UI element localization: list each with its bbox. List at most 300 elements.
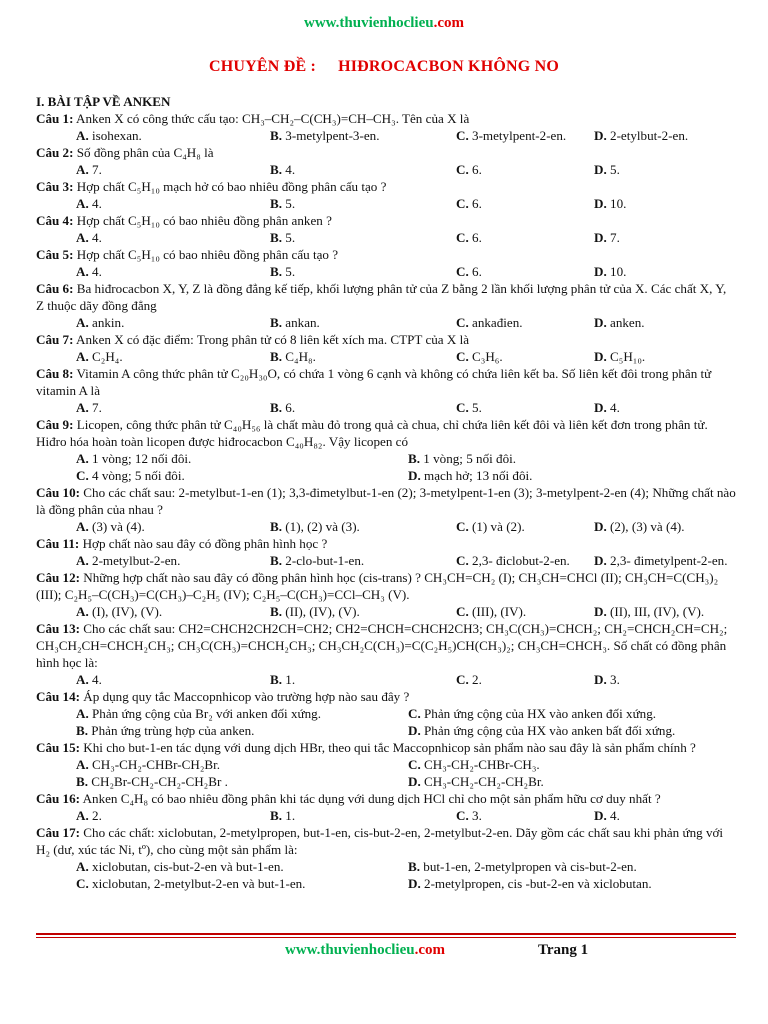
question-text: Hợp chất C₅H₁₀ mạch hở có bao nhiêu đồng phân cấu tạo ? <box>73 179 387 194</box>
answer-option[interactable] <box>76 756 220 773</box>
footer-divider-thin <box>36 937 736 938</box>
answer-options <box>36 127 736 144</box>
answer-option[interactable] <box>270 671 295 688</box>
answer-option[interactable] <box>456 229 482 246</box>
answer-option[interactable] <box>594 552 727 569</box>
answer-option[interactable] <box>76 773 228 790</box>
answer-options <box>36 722 736 739</box>
answer-option[interactable] <box>408 705 656 722</box>
question-stem <box>36 144 736 161</box>
option-letter: D. <box>594 196 607 211</box>
answer-option[interactable] <box>594 263 626 280</box>
answer-options <box>36 858 736 875</box>
option-letter: D. <box>408 774 421 789</box>
answer-option[interactable] <box>76 348 123 365</box>
answer-option[interactable] <box>76 518 145 535</box>
option-letter: B. <box>270 553 283 568</box>
question-label: Câu 17: <box>36 825 81 840</box>
option-text: C₅H₁₀. <box>610 349 646 364</box>
answer-options <box>36 518 736 535</box>
option-text: isohexan. <box>92 128 142 143</box>
option-text: 5. <box>472 400 482 415</box>
option-text: 6. <box>285 400 296 415</box>
option-text: 6. <box>472 196 482 211</box>
answer-option[interactable] <box>456 314 523 331</box>
question-9 <box>36 416 736 484</box>
option-letter: C. <box>456 315 469 330</box>
question-text: Ba hiđrocacbon X, Y, Z là đồng đẳng kế tiếp, khối lượng phân tử của Z bằng 2 lần khối lượng phân tử của X. Các chất X, Y, Z thuộc dãy đồng đẳng <box>36 281 727 313</box>
option-text: (2), (3) và (4). <box>610 519 685 534</box>
option-letter: A. <box>76 315 89 330</box>
option-letter: B. <box>270 128 283 143</box>
answer-option[interactable] <box>456 127 566 144</box>
question-stem <box>36 535 736 552</box>
option-text: xiclobutan, cis-but-2-en và but-1-en. <box>92 859 284 874</box>
option-letter: A. <box>76 230 89 245</box>
option-text: 7. <box>92 400 102 415</box>
answer-option[interactable] <box>408 756 540 773</box>
option-text: 2-clo-but-1-en. <box>285 553 365 568</box>
answer-option[interactable] <box>270 399 295 416</box>
question-stem <box>36 331 736 348</box>
question-text: Anken X có công thức cấu tạo: CH₃–CH₂–C(CH₃)=CH–CH₃. Tên của X là <box>73 111 470 126</box>
answer-option[interactable] <box>456 399 482 416</box>
option-text: C₂H₄. <box>92 349 123 364</box>
question-stem <box>36 212 736 229</box>
option-text: 2-metylpropen, cis -but-2-en và xiclobutan. <box>424 876 652 891</box>
option-text: 10. <box>610 264 627 279</box>
question-16 <box>36 790 736 824</box>
answer-options <box>36 195 736 212</box>
option-letter: C. <box>456 604 469 619</box>
option-letter: D. <box>408 876 421 891</box>
question-label: Câu 10: <box>36 485 81 500</box>
answer-option[interactable] <box>76 467 185 484</box>
answer-option[interactable] <box>76 314 124 331</box>
option-letter: B. <box>270 519 283 534</box>
option-letter: B. <box>408 451 421 466</box>
answer-option[interactable] <box>594 348 645 365</box>
answer-options <box>36 756 736 773</box>
option-text: 3. <box>610 672 620 687</box>
footer-site-domain[interactable]: .com <box>414 942 446 958</box>
answer-option[interactable] <box>270 161 295 178</box>
answer-option[interactable] <box>456 263 482 280</box>
answer-options <box>36 450 736 467</box>
option-letter: B. <box>76 774 89 789</box>
option-letter: B. <box>270 264 283 279</box>
option-letter: C. <box>408 757 421 772</box>
answer-option[interactable] <box>456 518 525 535</box>
option-text: (II), III, (IV), (V). <box>610 604 705 619</box>
answer-option[interactable] <box>456 807 482 824</box>
option-text: C₃H₆. <box>472 349 503 364</box>
question-text: Hợp chất C₅H₁₀ có bao nhiêu đồng phân cấu tạo ? <box>73 247 339 262</box>
question-1 <box>36 110 736 144</box>
option-text: 6. <box>472 230 482 245</box>
question-label: Câu 16: <box>36 791 81 806</box>
answer-option[interactable] <box>76 127 142 144</box>
option-letter: D. <box>408 468 421 483</box>
option-letter: D. <box>408 723 421 738</box>
answer-option[interactable] <box>594 229 620 246</box>
header-website[interactable] <box>0 15 768 32</box>
question-3 <box>36 178 736 212</box>
answer-options <box>36 263 736 280</box>
option-letter: C. <box>408 706 421 721</box>
question-stem <box>36 620 736 671</box>
option-letter: B. <box>270 672 283 687</box>
option-letter: C. <box>76 468 89 483</box>
question-label: Câu 3: <box>36 179 74 194</box>
option-text: 2-metylbut-2-en. <box>92 553 181 568</box>
option-letter: D. <box>594 519 607 534</box>
option-text: CH₃-CH₂-CHBr-CH₃. <box>424 757 540 772</box>
answer-option[interactable] <box>456 348 503 365</box>
option-text: CH₃-CH₂-CHBr-CH₂Br. <box>92 757 221 772</box>
question-stem <box>36 569 736 603</box>
answer-options <box>36 314 736 331</box>
option-letter: A. <box>76 451 89 466</box>
option-letter: D. <box>594 128 607 143</box>
footer-site-name[interactable]: www.thuvienhoclieu <box>285 942 415 958</box>
question-label: Câu 7: <box>36 332 74 347</box>
question-4 <box>36 212 736 246</box>
option-letter: C. <box>456 264 469 279</box>
option-text: 1. <box>285 808 296 823</box>
answer-option[interactable] <box>76 263 102 280</box>
question-14 <box>36 688 736 739</box>
question-text: Anken C₄H₈ có bao nhiêu đồng phân khi tác dụng với dung dịch HCl chỉ cho một sản phẩm hữu cơ duy nhất ? <box>80 791 661 806</box>
answer-option[interactable] <box>270 518 360 535</box>
option-text: 5. <box>610 162 620 177</box>
option-text: 5. <box>285 230 296 245</box>
question-label: Câu 13: <box>36 621 81 636</box>
answer-option[interactable] <box>456 671 482 688</box>
question-10 <box>36 484 736 535</box>
option-letter: B. <box>270 315 283 330</box>
option-letter: D. <box>594 808 607 823</box>
option-text: 3-metylpent-3-en. <box>285 128 380 143</box>
question-text: Cho các chất: xiclobutan, 2-metylpropen, but-1-en, cis-but-2-en, 2-metylbut-2-en. Dãy gồm các chất sau khi phản ứng với H₂ (dư, xúc tác Ni, tº), cho cùng một sản phẩm là: <box>36 825 724 857</box>
answer-options <box>36 467 736 484</box>
option-letter: D. <box>594 672 607 687</box>
option-text: ankađien. <box>472 315 523 330</box>
question-text: Hợp chất nào sau đây có đồng phân hình học ? <box>79 536 328 551</box>
option-letter: C. <box>456 808 469 823</box>
option-text: 1 vòng; 12 nối đôi. <box>92 451 192 466</box>
title-topic-label: CHUYÊN ĐỀ : <box>209 58 317 75</box>
question-label: Câu 12: <box>36 570 81 585</box>
question-stem <box>36 246 736 263</box>
option-text: 5. <box>285 264 296 279</box>
option-text: 4. <box>610 808 620 823</box>
option-text: (3) và (4). <box>92 519 145 534</box>
question-text: Những hợp chất nào sau đây có đồng phân hình học (cis-trans) ? CH₃CH=CH₂ (I); CH₃CH=CHCl (II); CH₃CH=C(CH₃)₂ (III); C₂H₅–C(CH₃)=C(CH₃)–C₂H₅ (IV); C₂H₅–C(CH₃)=CCl–CH₃ (V). <box>36 570 719 602</box>
answer-options <box>36 875 736 892</box>
document-title <box>0 58 768 76</box>
answer-option[interactable] <box>76 195 102 212</box>
answer-option[interactable] <box>594 161 620 178</box>
question-5 <box>36 246 736 280</box>
option-text: Phản ứng cộng của Br₂ với anken đối xứng. <box>92 706 321 721</box>
option-text: 4. <box>610 400 620 415</box>
answer-option[interactable] <box>408 722 675 739</box>
option-text: 7. <box>92 162 102 177</box>
question-label: Câu 15: <box>36 740 81 755</box>
answer-option[interactable] <box>76 161 102 178</box>
option-text: (II), (IV), (V). <box>285 604 360 619</box>
answer-option[interactable] <box>76 705 321 722</box>
question-stem <box>36 178 736 195</box>
option-text: 3. <box>472 808 482 823</box>
answer-option[interactable] <box>76 671 102 688</box>
question-stem <box>36 110 736 127</box>
option-text: 4. <box>92 230 102 245</box>
option-text: 4 vòng; 5 nối đôi. <box>92 468 185 483</box>
option-text: but-1-en, 2-metylpropen và cis-but-2-en. <box>423 859 637 874</box>
option-letter: B. <box>270 230 283 245</box>
question-2 <box>36 144 736 178</box>
option-text: 2,3- đimetylpent-2-en. <box>610 553 728 568</box>
answer-option[interactable] <box>76 858 284 875</box>
option-text: 1 vòng; 5 nối đôi. <box>423 451 517 466</box>
question-13 <box>36 620 736 688</box>
option-text: 10. <box>610 196 627 211</box>
answer-option[interactable] <box>270 807 295 824</box>
option-text: 4. <box>92 196 102 211</box>
answer-option[interactable] <box>408 858 637 875</box>
answer-option[interactable] <box>594 399 620 416</box>
option-letter: D. <box>594 349 607 364</box>
option-letter: C. <box>456 349 469 364</box>
option-text: (1) và (2). <box>472 519 525 534</box>
answer-option[interactable] <box>456 603 526 620</box>
question-text: Hợp chất C₅H₁₀ có bao nhiêu đồng phân anken ? <box>73 213 332 228</box>
footer-divider <box>36 933 736 935</box>
option-letter: A. <box>76 349 89 364</box>
option-text: 4. <box>92 264 102 279</box>
answer-option[interactable] <box>76 603 162 620</box>
option-text: 5. <box>285 196 296 211</box>
option-letter: D. <box>594 264 607 279</box>
question-text: Vitamin A công thức phân tử C₂₀H₃₀O, có chứa 1 vòng 6 cạnh và không có chứa liên kết ba. Số liên kết đôi trong phân tử vitamin A là <box>36 366 712 398</box>
answer-option[interactable] <box>270 348 316 365</box>
question-11 <box>36 535 736 569</box>
option-letter: D. <box>594 400 607 415</box>
option-letter: A. <box>76 400 89 415</box>
option-letter: C. <box>456 162 469 177</box>
option-letter: D. <box>594 604 607 619</box>
footer-website[interactable] <box>285 942 445 959</box>
option-letter: C. <box>456 553 469 568</box>
answer-option[interactable] <box>76 229 102 246</box>
answer-option[interactable] <box>408 773 544 790</box>
section-heading: I. BÀI TẬP VỀ ANKEN <box>36 94 171 109</box>
title-topic-name: HIĐROCACBON KHÔNG NO <box>338 58 559 75</box>
option-letter: A. <box>76 264 89 279</box>
answer-option[interactable] <box>594 671 620 688</box>
option-text: anken. <box>610 315 645 330</box>
option-text: CH₃-CH₂-CH₂-CH₂Br. <box>424 774 544 789</box>
answer-options <box>36 705 736 722</box>
question-stem <box>36 365 736 399</box>
question-text: Anken X có đặc điểm: Trong phân tử có 8 liên kết xích ma. CTPT của X là <box>73 332 470 347</box>
answer-option[interactable] <box>594 518 685 535</box>
option-text: (III), (IV). <box>472 604 527 619</box>
option-letter: D. <box>594 553 607 568</box>
option-text: 4. <box>285 162 296 177</box>
answer-option[interactable] <box>594 807 620 824</box>
question-label: Câu 11: <box>36 536 80 551</box>
question-label: Câu 8: <box>36 366 74 381</box>
option-text: xiclobutan, 2-metylbut-2-en và but-1-en. <box>92 876 306 891</box>
option-letter: B. <box>270 400 283 415</box>
question-list <box>36 93 736 892</box>
answer-option[interactable] <box>594 314 645 331</box>
option-letter: D. <box>594 162 607 177</box>
answer-option[interactable] <box>270 603 360 620</box>
option-text: 3-metylpent-2-en. <box>472 128 567 143</box>
answer-options <box>36 229 736 246</box>
question-stem <box>36 790 736 807</box>
option-letter: C. <box>456 230 469 245</box>
option-text: 2-etylbut-2-en. <box>610 128 689 143</box>
question-stem <box>36 688 736 705</box>
question-label: Câu 9: <box>36 417 74 432</box>
answer-option[interactable] <box>76 875 305 892</box>
option-text: ankan. <box>285 315 320 330</box>
answer-option[interactable] <box>456 195 482 212</box>
option-letter: B. <box>270 604 283 619</box>
question-8 <box>36 365 736 416</box>
option-text: (I), (IV), (V). <box>92 604 163 619</box>
question-text: Áp dụng quy tắc Maccopnhicop vào trường hợp nào sau đây ? <box>80 689 410 704</box>
option-letter: D. <box>594 315 607 330</box>
option-letter: C. <box>456 196 469 211</box>
option-text: (1), (2) và (3). <box>285 519 360 534</box>
page-number: Trang 1 <box>538 942 589 958</box>
question-label: Câu 5: <box>36 247 74 262</box>
question-stem <box>36 739 736 756</box>
option-text: 4. <box>92 672 102 687</box>
answer-option[interactable] <box>594 127 688 144</box>
question-15 <box>36 739 736 790</box>
option-text: 7. <box>610 230 620 245</box>
question-label: Câu 1: <box>36 111 74 126</box>
answer-option[interactable] <box>408 467 532 484</box>
option-letter: C. <box>456 128 469 143</box>
answer-option[interactable] <box>270 127 379 144</box>
answer-option[interactable] <box>76 722 254 739</box>
option-letter: B. <box>76 723 89 738</box>
answer-options <box>36 161 736 178</box>
option-text: Phản ứng cộng của HX vào anken đối xứng. <box>424 706 657 721</box>
question-stem <box>36 280 736 314</box>
option-letter: A. <box>76 196 89 211</box>
question-stem <box>36 484 736 518</box>
option-letter: A. <box>76 672 89 687</box>
question-6 <box>36 280 736 331</box>
answer-option[interactable] <box>408 875 652 892</box>
question-label: Câu 14: <box>36 689 81 704</box>
question-text: Cho các chất sau: 2-metylbut-1-en (1); 3,3-đimetylbut-1-en (2); 3-metylpent-1-en (3); 3-metylpent-2-en (4); Những chất nào là đồng phân của nhau ? <box>36 485 736 517</box>
option-text: Phản ứng trùng hợp của anken. <box>91 723 255 738</box>
option-letter: C. <box>456 400 469 415</box>
answer-option[interactable] <box>408 450 516 467</box>
question-17 <box>36 824 736 892</box>
option-text: 2,3- điclobut-2-en. <box>472 553 570 568</box>
option-letter: A. <box>76 553 89 568</box>
option-text: Phản ứng cộng của HX vào anken bất đối xứng. <box>424 723 676 738</box>
answer-option[interactable] <box>270 263 295 280</box>
option-letter: A. <box>76 808 89 823</box>
answer-options <box>36 671 736 688</box>
answer-option[interactable] <box>594 195 626 212</box>
option-text: 2. <box>472 672 482 687</box>
option-letter: C. <box>456 672 469 687</box>
question-label: Câu 4: <box>36 213 74 228</box>
option-letter: A. <box>76 859 89 874</box>
option-letter: C. <box>456 519 469 534</box>
answer-option[interactable] <box>456 161 482 178</box>
answer-options <box>36 807 736 824</box>
answer-option[interactable] <box>76 399 102 416</box>
answer-option[interactable] <box>76 807 102 824</box>
option-text: 1. <box>285 672 296 687</box>
question-label: Câu 2: <box>36 145 74 160</box>
question-text: Cho các chất sau: CH2=CHCH2CH2CH=CH2; CH2=CHCH=CHCH2CH3; CH₃C(CH₃)=CHCH₂; CH₂=CHCH₂CH=CH₂; CH₃CH₂CH=CHCH₂CH₃; CH₃C(CH₃)=CHCH₂CH₃; CH₃CH₂C(CH₃)=C(C₂H₅)CH(CH₃)₂; CH₃CH=CHCH₃. Số chất có đồng phân hình học là: <box>36 621 728 670</box>
header-site-name[interactable]: www.thuvienhoclieu <box>303 15 434 31</box>
answer-option[interactable] <box>76 450 191 467</box>
question-text: Khi cho but-1-en tác dụng với dung dịch HBr, theo qui tắc Maccopnhicop sản phẩm nào sau đây là sản phẩm chính ? <box>80 740 696 755</box>
option-text: 6. <box>472 264 482 279</box>
question-label: Câu 6: <box>36 281 74 296</box>
option-letter: B. <box>270 349 283 364</box>
option-letter: D. <box>594 230 607 245</box>
question-7 <box>36 331 736 365</box>
option-letter: A. <box>76 128 89 143</box>
option-letter: B. <box>408 859 421 874</box>
option-text: 2. <box>92 808 102 823</box>
answer-options <box>36 348 736 365</box>
option-text: 6. <box>472 162 482 177</box>
option-letter: A. <box>76 757 89 772</box>
answer-option[interactable] <box>270 552 364 569</box>
answer-options <box>36 773 736 790</box>
answer-option[interactable] <box>270 195 295 212</box>
answer-option[interactable] <box>456 552 570 569</box>
option-letter: A. <box>76 604 89 619</box>
option-letter: B. <box>270 196 283 211</box>
option-letter: A. <box>76 162 89 177</box>
option-text: mạch hở; 13 nối đôi. <box>424 468 533 483</box>
option-text: C₄H₈. <box>285 349 316 364</box>
answer-option[interactable] <box>270 314 320 331</box>
answer-option[interactable] <box>270 229 295 246</box>
option-letter: C. <box>76 876 89 891</box>
question-text: Số đồng phân của C₄H₈ là <box>73 145 214 160</box>
option-letter: B. <box>270 162 283 177</box>
question-stem <box>36 824 736 858</box>
question-stem <box>36 416 736 450</box>
header-site-domain[interactable]: .com <box>433 15 464 31</box>
question-12 <box>36 569 736 620</box>
option-letter: A. <box>76 706 89 721</box>
answer-options <box>36 399 736 416</box>
answer-option[interactable] <box>594 603 704 620</box>
answer-option[interactable] <box>76 552 180 569</box>
